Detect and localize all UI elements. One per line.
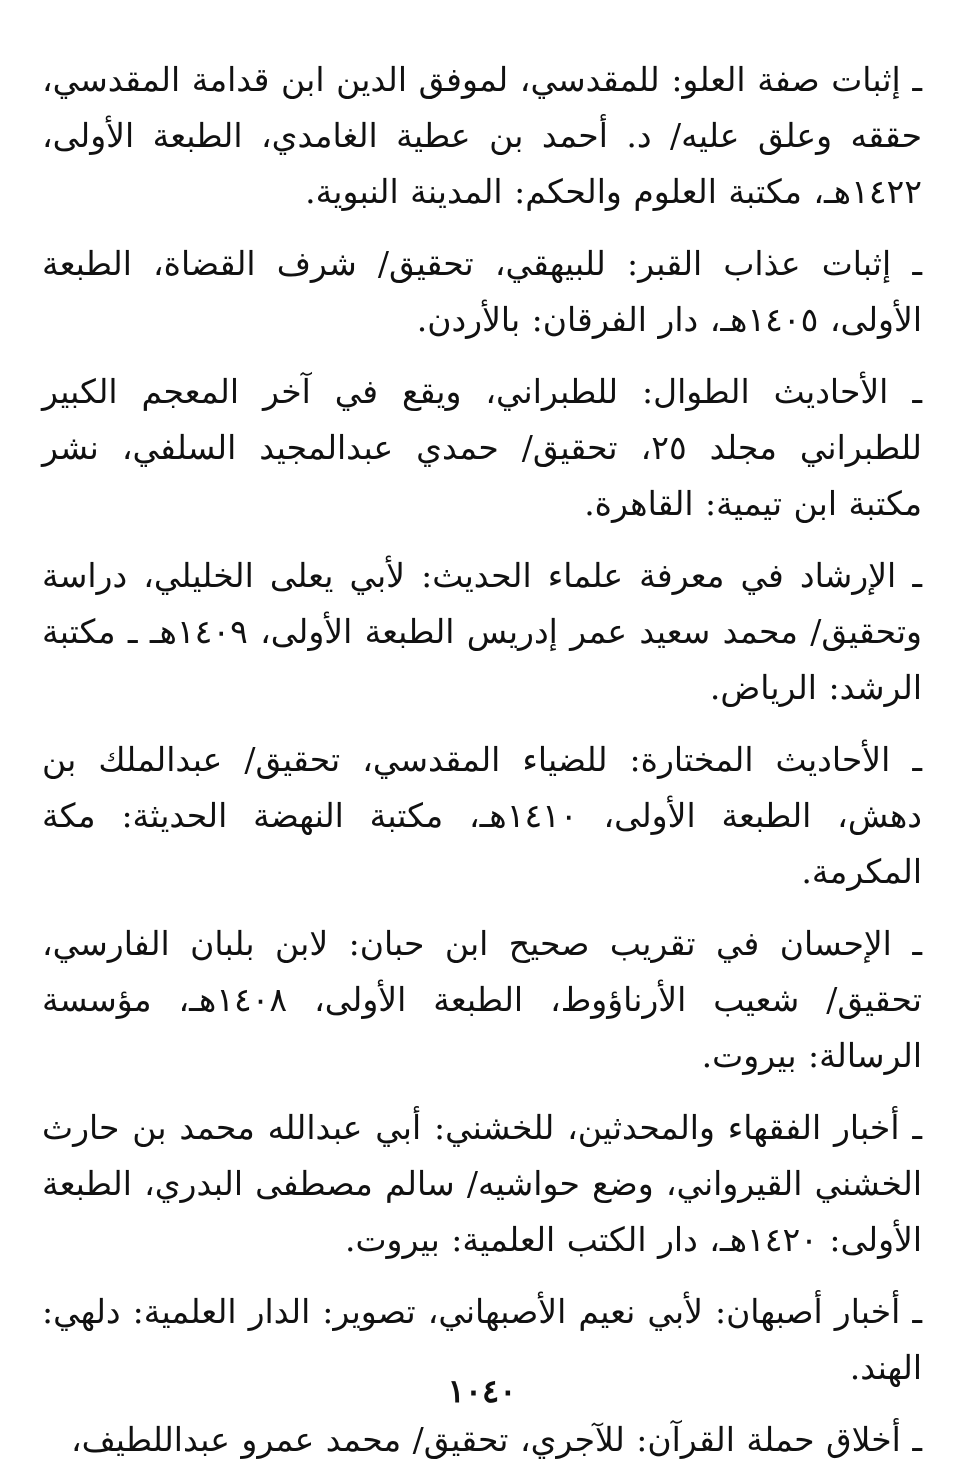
reference-entry: ـ أخبار أصبهان: لأبي نعيم الأصبهاني، تصوير: الدار العلمية: دلهي: الهند. bbox=[42, 1292, 922, 1387]
reference-entry: ـ أخبار الفقهاء والمحدثين، للخشني: أبي عبدالله محمد بن حارث الخشني القيرواني، وضع حواشيه/ سالم مصطفى البدري، الطبعة الأولى: ١٤٢٠هـ، دار الكتب العلمية: بيروت. bbox=[42, 1108, 922, 1259]
reference-entry: ـ إثبات صفة العلو: للمقدسي، لموفق الدين ابن قدامة المقدسي، حققه وعلق عليه/ د. أحمد بن عطية الغامدي، الطبعة الأولى، ١٤٢٢هـ، مكتبة العلوم والحكم: المدينة النبوية. bbox=[42, 60, 922, 211]
reference-entry: ـ الأحاديث الطوال: للطبراني، ويقع في آخر المعجم الكبير للطبراني مجلد ٢٥، تحقيق/ حمدي عبدالمجيد السلفي، نشر مكتبة ابن تيمية: القاهرة. bbox=[42, 372, 922, 523]
reference-entry: ـ إثبات عذاب القبر: للبيهقي، تحقيق/ شرف القضاة، الطبعة الأولى، ١٤٠٥هـ، دار الفرقان: بالأردن. bbox=[42, 244, 922, 339]
reference-entry: ـ الإرشاد في معرفة علماء الحديث: لأبي يعلى الخليلي، دراسة وتحقيق/ محمد سعيد عمر إدريس الطبعة الأولى، ١٤٠٩هـ ـ مكتبة الرشد: الرياض. bbox=[42, 556, 922, 707]
page-number: ١٠٤٠ bbox=[447, 1372, 517, 1410]
reference-entry: ـ أخلاق حملة القرآن: للآجري، تحقيق/ محمد عمرو عبداللطيف، bbox=[70, 1420, 922, 1459]
reference-list bbox=[42, 52, 922, 1468]
reference-entry: ـ الأحاديث المختارة: للضياء المقدسي، تحقيق/ عبدالملك بن دهش، الطبعة الأولى، ١٤١٠هـ، مكتبة النهضة الحديثة: مكة المكرمة. bbox=[42, 740, 922, 891]
reference-entry: ـ الإحسان في تقريب صحيح ابن حبان: لابن بلبان الفارسي، تحقيق/ شعيب الأرناؤوط، الطبعة الأولى، ١٤٠٨هـ، مؤسسة الرسالة: بيروت. bbox=[42, 924, 922, 1075]
bibliography-page bbox=[42, 52, 922, 1459]
